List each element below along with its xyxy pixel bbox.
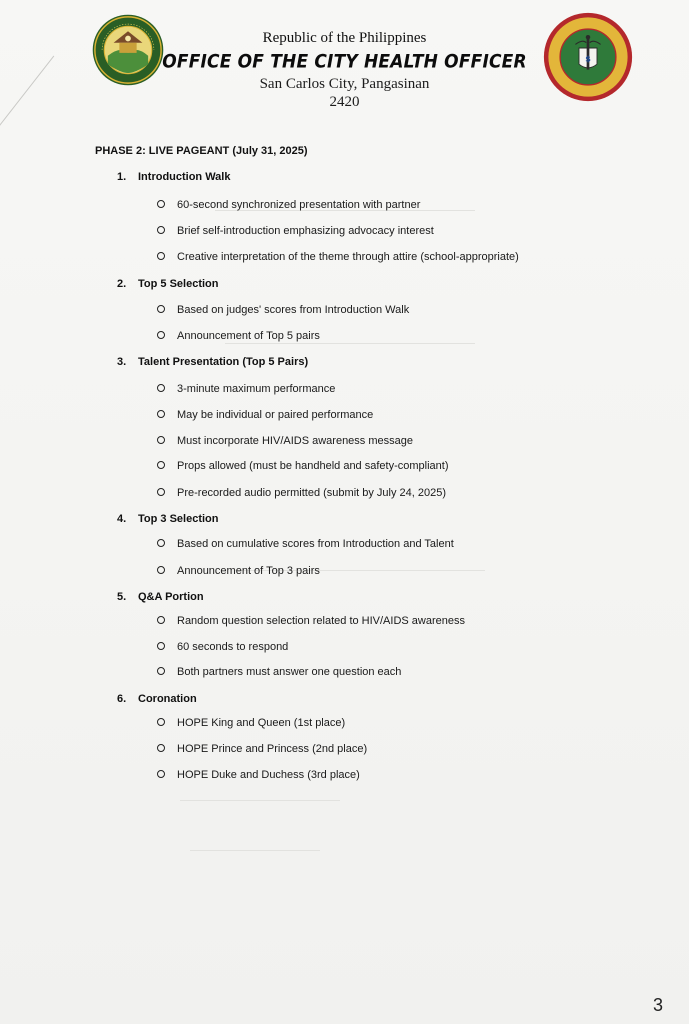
circle-bullet-icon	[157, 770, 165, 778]
list-item	[157, 769, 360, 781]
section-title-text: Q&A Portion	[138, 591, 204, 603]
list-item-text: HOPE King and Queen (1st place)	[177, 717, 346, 729]
list-item-text: Creative interpretation of the theme through attire (school-appropriate)	[177, 251, 519, 263]
page-number: 3	[653, 995, 664, 1015]
list-item-text: Announcement of Top 3 pairs	[177, 565, 320, 577]
list-item	[157, 199, 420, 211]
circle-bullet-icon	[157, 616, 165, 624]
phase-title: PHASE 2: LIVE PAGEANT (July 31, 2025)	[95, 145, 308, 157]
list-item-text: Pre-recorded audio permitted (submit by July 24, 2025)	[177, 487, 447, 499]
list-item-text: Must incorporate HIV/AIDS awareness message	[177, 435, 413, 447]
section-title-text: Talent Presentation (Top 5 Pairs)	[138, 356, 309, 368]
list-item-text: HOPE Prince and Princess (2nd place)	[177, 743, 368, 755]
section-title-text: Top 3 Selection	[138, 513, 219, 525]
circle-bullet-icon	[157, 566, 165, 574]
section-number: 1.	[117, 171, 127, 183]
circle-bullet-icon	[157, 252, 165, 260]
list-item-text: Props allowed (must be handheld and safety-compliant)	[177, 460, 449, 472]
list-item	[157, 565, 320, 577]
bleed-through-line	[190, 850, 320, 851]
list-item	[157, 717, 345, 729]
list-item-text: Random question selection related to HIV/AIDS awareness	[177, 615, 465, 627]
letterhead-zip: 2420	[329, 94, 360, 110]
list-item	[157, 460, 448, 472]
list-item	[157, 383, 335, 395]
letterhead-office: OFFICE OF THE CITY HEALTH OFFICER	[162, 50, 527, 74]
circle-bullet-icon	[157, 642, 165, 650]
list-item	[157, 487, 446, 499]
circle-bullet-icon	[157, 305, 165, 313]
circle-bullet-icon	[157, 667, 165, 675]
section-number: 5.	[117, 591, 127, 603]
list-item-text: 60 seconds to respond	[177, 641, 289, 653]
circle-bullet-icon	[157, 410, 165, 418]
list-item-text: Both partners must answer one question each	[177, 666, 402, 678]
circle-bullet-icon	[157, 744, 165, 752]
circle-bullet-icon	[157, 226, 165, 234]
list-item	[157, 330, 320, 342]
list-item-text: 60-second synchronized presentation with partner	[177, 199, 421, 211]
section-1-title	[117, 171, 230, 183]
circle-bullet-icon	[157, 488, 165, 496]
circle-bullet-icon	[157, 718, 165, 726]
section-2-title	[117, 278, 218, 290]
section-5-title	[117, 591, 204, 603]
list-item-text: 3-minute maximum performance	[177, 383, 336, 395]
section-number: 6.	[117, 693, 127, 705]
list-item	[157, 615, 465, 627]
list-item-text: HOPE Duke and Duchess (3rd place)	[177, 769, 360, 781]
section-number: 3.	[117, 356, 127, 368]
circle-bullet-icon	[157, 436, 165, 444]
circle-bullet-icon	[157, 384, 165, 392]
section-6-title	[117, 693, 197, 705]
list-item	[157, 538, 454, 550]
list-item	[157, 666, 401, 678]
list-item	[157, 743, 367, 755]
section-3-title	[117, 356, 308, 368]
list-item	[157, 304, 409, 316]
circle-bullet-icon	[157, 539, 165, 547]
circle-bullet-icon	[157, 461, 165, 469]
list-item	[157, 251, 519, 263]
bleed-through-line	[180, 800, 340, 801]
list-item-text: Based on judges' scores from Introduction Walk	[177, 304, 410, 316]
list-item-text: Based on cumulative scores from Introduction and Talent	[177, 538, 454, 550]
list-item	[157, 435, 413, 447]
list-item	[157, 641, 288, 653]
section-title-text: Coronation	[138, 693, 197, 705]
list-item-text: Brief self-introduction emphasizing advocacy interest	[177, 225, 434, 237]
section-number: 4.	[117, 513, 127, 525]
list-item-text: May be individual or paired performance	[177, 409, 374, 421]
section-title-text: Introduction Walk	[138, 171, 231, 183]
list-item	[157, 225, 434, 237]
svg-text:$: $	[585, 53, 591, 64]
letterhead-city: San Carlos City, Pangasinan	[259, 76, 430, 92]
section-4-title	[117, 513, 218, 525]
letterhead-republic: Republic of the Philippines	[262, 30, 427, 46]
bleed-through-line	[225, 343, 475, 344]
list-item	[157, 409, 373, 421]
circle-bullet-icon	[157, 200, 165, 208]
section-title-text: Top 5 Selection	[138, 278, 219, 290]
circle-bullet-icon	[157, 331, 165, 339]
section-number: 2.	[117, 278, 127, 290]
list-item-text: Announcement of Top 5 pairs	[177, 330, 320, 342]
